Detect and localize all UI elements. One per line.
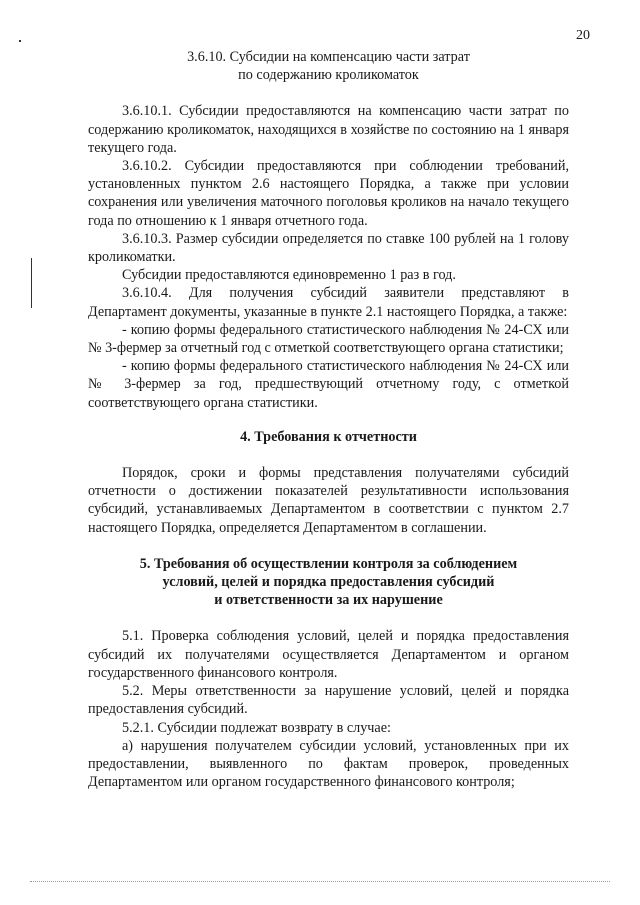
paragraph-5-1: 5.1. Проверка соблюдения условий, целей и порядка предоставления субсидий их получателями осуществляется Департаментом и органом государственного финансового контроля. — [88, 628, 569, 681]
scan-mark-top — [19, 40, 21, 42]
section-4-title: 4. Требования к отчетности — [240, 428, 417, 445]
section-3-6-10 — [88, 48, 569, 412]
section-5-title-line1: 5. Требования об осуществлении контроля за соблюдением — [139, 555, 518, 572]
scan-noise-bottom — [30, 881, 610, 883]
section-3-6-10-title-line1: 3.6.10. Субсидии на компенсацию части затрат — [187, 49, 470, 65]
page-number: 20 — [576, 28, 590, 43]
scan-mark-margin — [31, 258, 32, 308]
paragraph-3-6-10-2: 3.6.10.2. Субсидии предоставляются при соблюдении требований, установленных пунктом 2.6 настоящего Порядка, а также при условии сохранения или увеличения маточного поголовья кроликов на начало текущего года по отношению к 1 января отчетного года. — [88, 158, 569, 229]
document-body — [88, 48, 569, 791]
paragraph-3-6-10-1: 3.6.10.1. Субсидии предоставляются на компенсацию части затрат по содержанию кроликоматок, находящихся в хозяйстве по состоянию на 1 января текущего года. — [88, 103, 569, 156]
list-item-form-24-reporting-year: - копию формы федерального статистического наблюдения № 24-СХ или № 3-фермер за отчетный год с отметкой соответствующего органа статистики; — [88, 321, 569, 357]
paragraph-one-time: Субсидии предоставляются единовременно 1 раз в год. — [122, 267, 456, 284]
section-4 — [88, 428, 569, 537]
paragraph-5-2: 5.2. Меры ответственности за нарушение условий, целей и порядка предоставления субсидий. — [88, 683, 569, 718]
paragraph-5-2-1-a: а) нарушения получателем субсидии условий, установленных при их предоставлении, выявленного по фактам проверок, проведенных Департаментом или органом государственного финансового контроля; — [88, 737, 569, 791]
paragraph-reporting: Порядок, сроки и формы представления получателями субсидий отчетности о достижении показателей результативности использования субсидий, устанавливаемых Департаментом в соответствии с пунктом 2.7 настоящего Порядка, определяется Департаментом в соглашении. — [88, 465, 569, 536]
section-3-6-10-title — [88, 48, 569, 84]
section-5-title — [88, 555, 569, 610]
paragraph-5-2-1: 5.2.1. Субсидии подлежат возврату в случае: — [122, 719, 391, 736]
list-item-form-24-previous-year: - копию формы федерального статистического наблюдения № 24-СХ или № 3-фермер за год, предшествующий отчетному году, с отметкой соответствующего органа статистики. — [88, 358, 569, 411]
paragraph-3-6-10-4: 3.6.10.4. Для получения субсидий заявители представляют в Департамент документы, указанные в пункте 2.1 настоящего Порядка, а также: — [88, 285, 569, 320]
paragraph-3-6-10-3: 3.6.10.3. Размер субсидии определяется по ставке 100 рублей на 1 голову кроликоматки. — [88, 230, 569, 266]
section-3-6-10-title-line2: по содержанию кроликоматок — [238, 67, 419, 84]
section-5-title-line2: условий, целей и порядка предоставления субсидий — [162, 574, 495, 591]
section-5-title-line3: и ответственности за их нарушение — [214, 592, 443, 609]
section-5 — [88, 555, 569, 791]
